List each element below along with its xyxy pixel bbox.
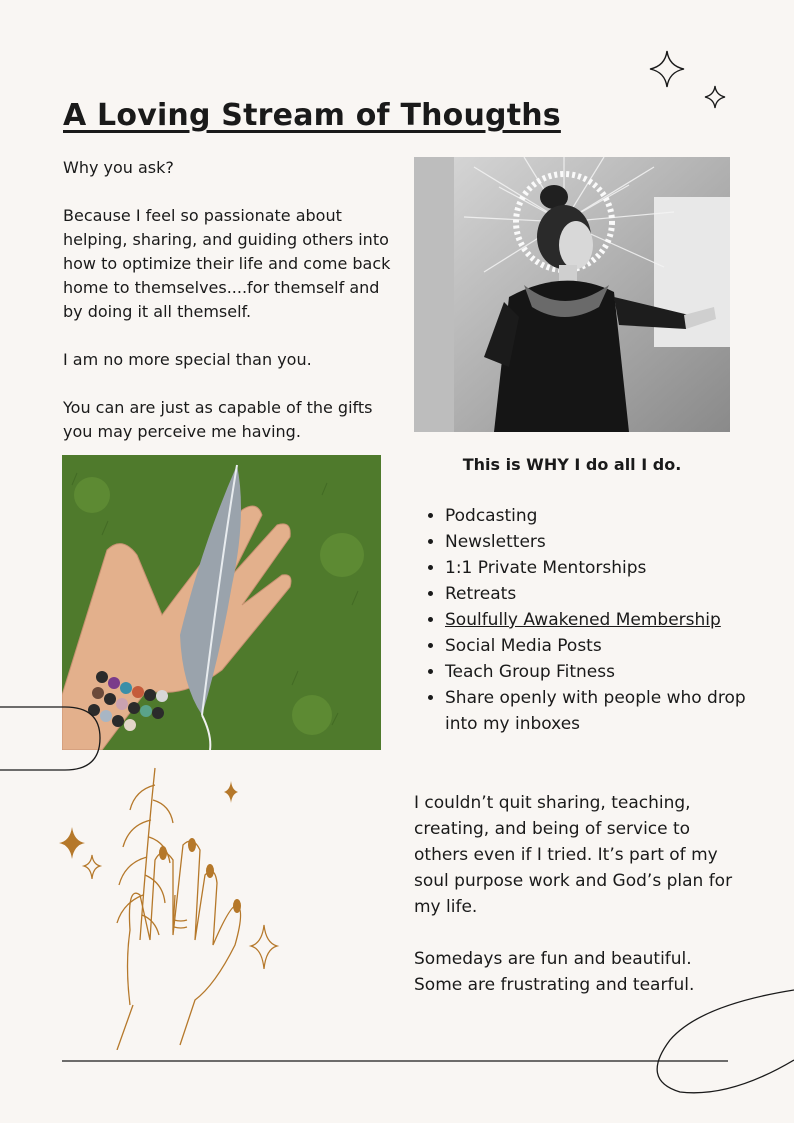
closing-paragraph: I couldn’t quit sharing, teaching, creating, and being of service to others even if I tried. It’s part of my soul purpose work and God’s plan for my life.: [414, 793, 733, 917]
sparkle-icon: [84, 855, 100, 879]
list-item: • 1:1 Private Mentorships: [445, 555, 765, 581]
intro-text: [63, 156, 393, 468]
sparkle-icon: [59, 827, 85, 859]
membership-link[interactable]: Soulfully Awakened Membership: [445, 610, 721, 630]
intro-paragraph: You can are just as capable of the gifts you may perceive me having.: [63, 398, 373, 441]
sparkle-icons-top: [645, 48, 735, 114]
list-item: • Teach Group Fitness: [445, 659, 765, 685]
list-item: [445, 607, 765, 633]
photo-feather-in-hand: [62, 455, 381, 750]
page-title: A Loving Stream of Thougths: [63, 98, 561, 133]
list-item: • Podcasting: [445, 503, 765, 529]
sparkle-icon: [650, 51, 684, 87]
list-item: • Retreats: [445, 581, 765, 607]
activities-list: [414, 503, 765, 737]
intro-paragraph: I am no more special than you.: [63, 350, 312, 369]
intro-paragraph: Because I feel so passionate about helping, sharing, and guiding others into how to optimize their life and come back home to themselves....for themself and by doing it all themself.: [63, 206, 391, 321]
oval-curve: [657, 990, 794, 1093]
photo-woman-portrait: [414, 157, 730, 432]
closing-paragraph: Somedays are fun and beautiful. Some are frustrating and tearful.: [414, 949, 695, 995]
list-item: • Social Media Posts: [445, 633, 765, 659]
why-heading: This is WHY I do all I do.: [462, 455, 682, 474]
list-item: • Share openly with people who drop into my inboxes: [445, 685, 765, 737]
sparkle-icon: [705, 86, 725, 108]
sparkle-icon: [251, 925, 277, 969]
bottom-decoration: [0, 980, 794, 1123]
sparkle-icon: [224, 781, 238, 803]
list-item: • Newsletters: [445, 529, 765, 555]
intro-paragraph: Why you ask?: [63, 158, 174, 177]
